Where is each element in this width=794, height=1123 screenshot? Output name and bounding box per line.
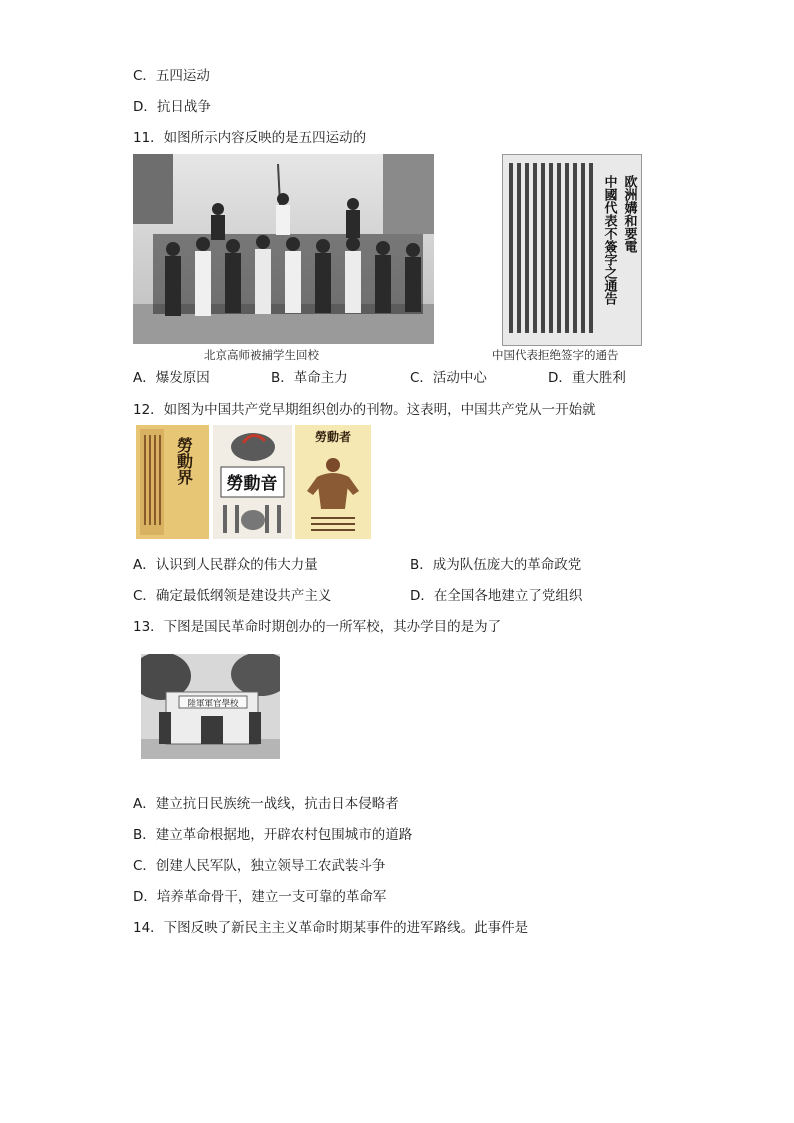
q13-option-b: B．建立革命根据地，开辟农村包围城市的道路 (133, 827, 413, 843)
q12-option-a: A．认识到人民群众的伟大力量 (133, 557, 318, 573)
q11-option-a: A．爆发原因 (133, 370, 210, 386)
q13-option-a: A．建立抗日民族统一战线，抗击日本侵略者 (133, 796, 399, 812)
question-11: 11．如图所示内容反映的是五四运动的 (133, 130, 367, 146)
q11-option-b: B．革命主力 (271, 370, 348, 386)
question-12: 12．如图为中国共产党早期组织创办的刊物。这表明，中国共产党从一开始就 (133, 402, 596, 418)
q13-option-d: D．培养革命骨干，建立一支可靠的革命军 (133, 889, 387, 905)
magazine-laodongyin-image (213, 425, 292, 539)
newspaper-notice-image (502, 154, 642, 346)
q11-option-d: D．重大胜利 (548, 370, 626, 386)
newspaper-headline-text: 欧洲媾和要電 (621, 175, 637, 253)
mag1-title-text: 勞動界 (174, 437, 194, 485)
caption-notice: 中国代表拒绝签字的通告 (492, 348, 619, 362)
military-academy-gate-photo (141, 654, 280, 759)
q13-option-c: C．创建人民军队，独立领导工农武装斗争 (133, 858, 386, 874)
q12-option-c: C．确定最低纲领是建设共产主义 (133, 588, 332, 604)
q12-option-d: D．在全国各地建立了党组织 (410, 588, 583, 604)
gate-sign-text: 陸軍軍官學校 (187, 699, 239, 709)
q12-option-b: B．成为队伍庞大的革命政党 (410, 557, 582, 573)
students-return-photo (133, 154, 434, 344)
magazine-laodongjie-image (136, 425, 209, 539)
question-14: 14．下图反映了新民主主义革命时期某事件的进军路线。此事件是 (133, 920, 529, 936)
option-d-q10: D．抗日战争 (133, 99, 211, 115)
newspaper-sub-text: 中國代表不簽字之通告 (601, 175, 617, 305)
question-13: 13．下图是国民革命时期创办的一所军校，其办学目的是为了 (133, 619, 502, 635)
q11-option-c: C．活动中心 (410, 370, 487, 386)
magazine-laodongzhe-image (295, 425, 371, 539)
option-c-q10: C．五四运动 (133, 68, 210, 84)
caption-students-return: 北京高师被捕学生回校 (204, 348, 319, 362)
mag3-title-text: 勞動者 (314, 430, 352, 444)
mag2-title-text: 勞動音 (226, 474, 278, 494)
